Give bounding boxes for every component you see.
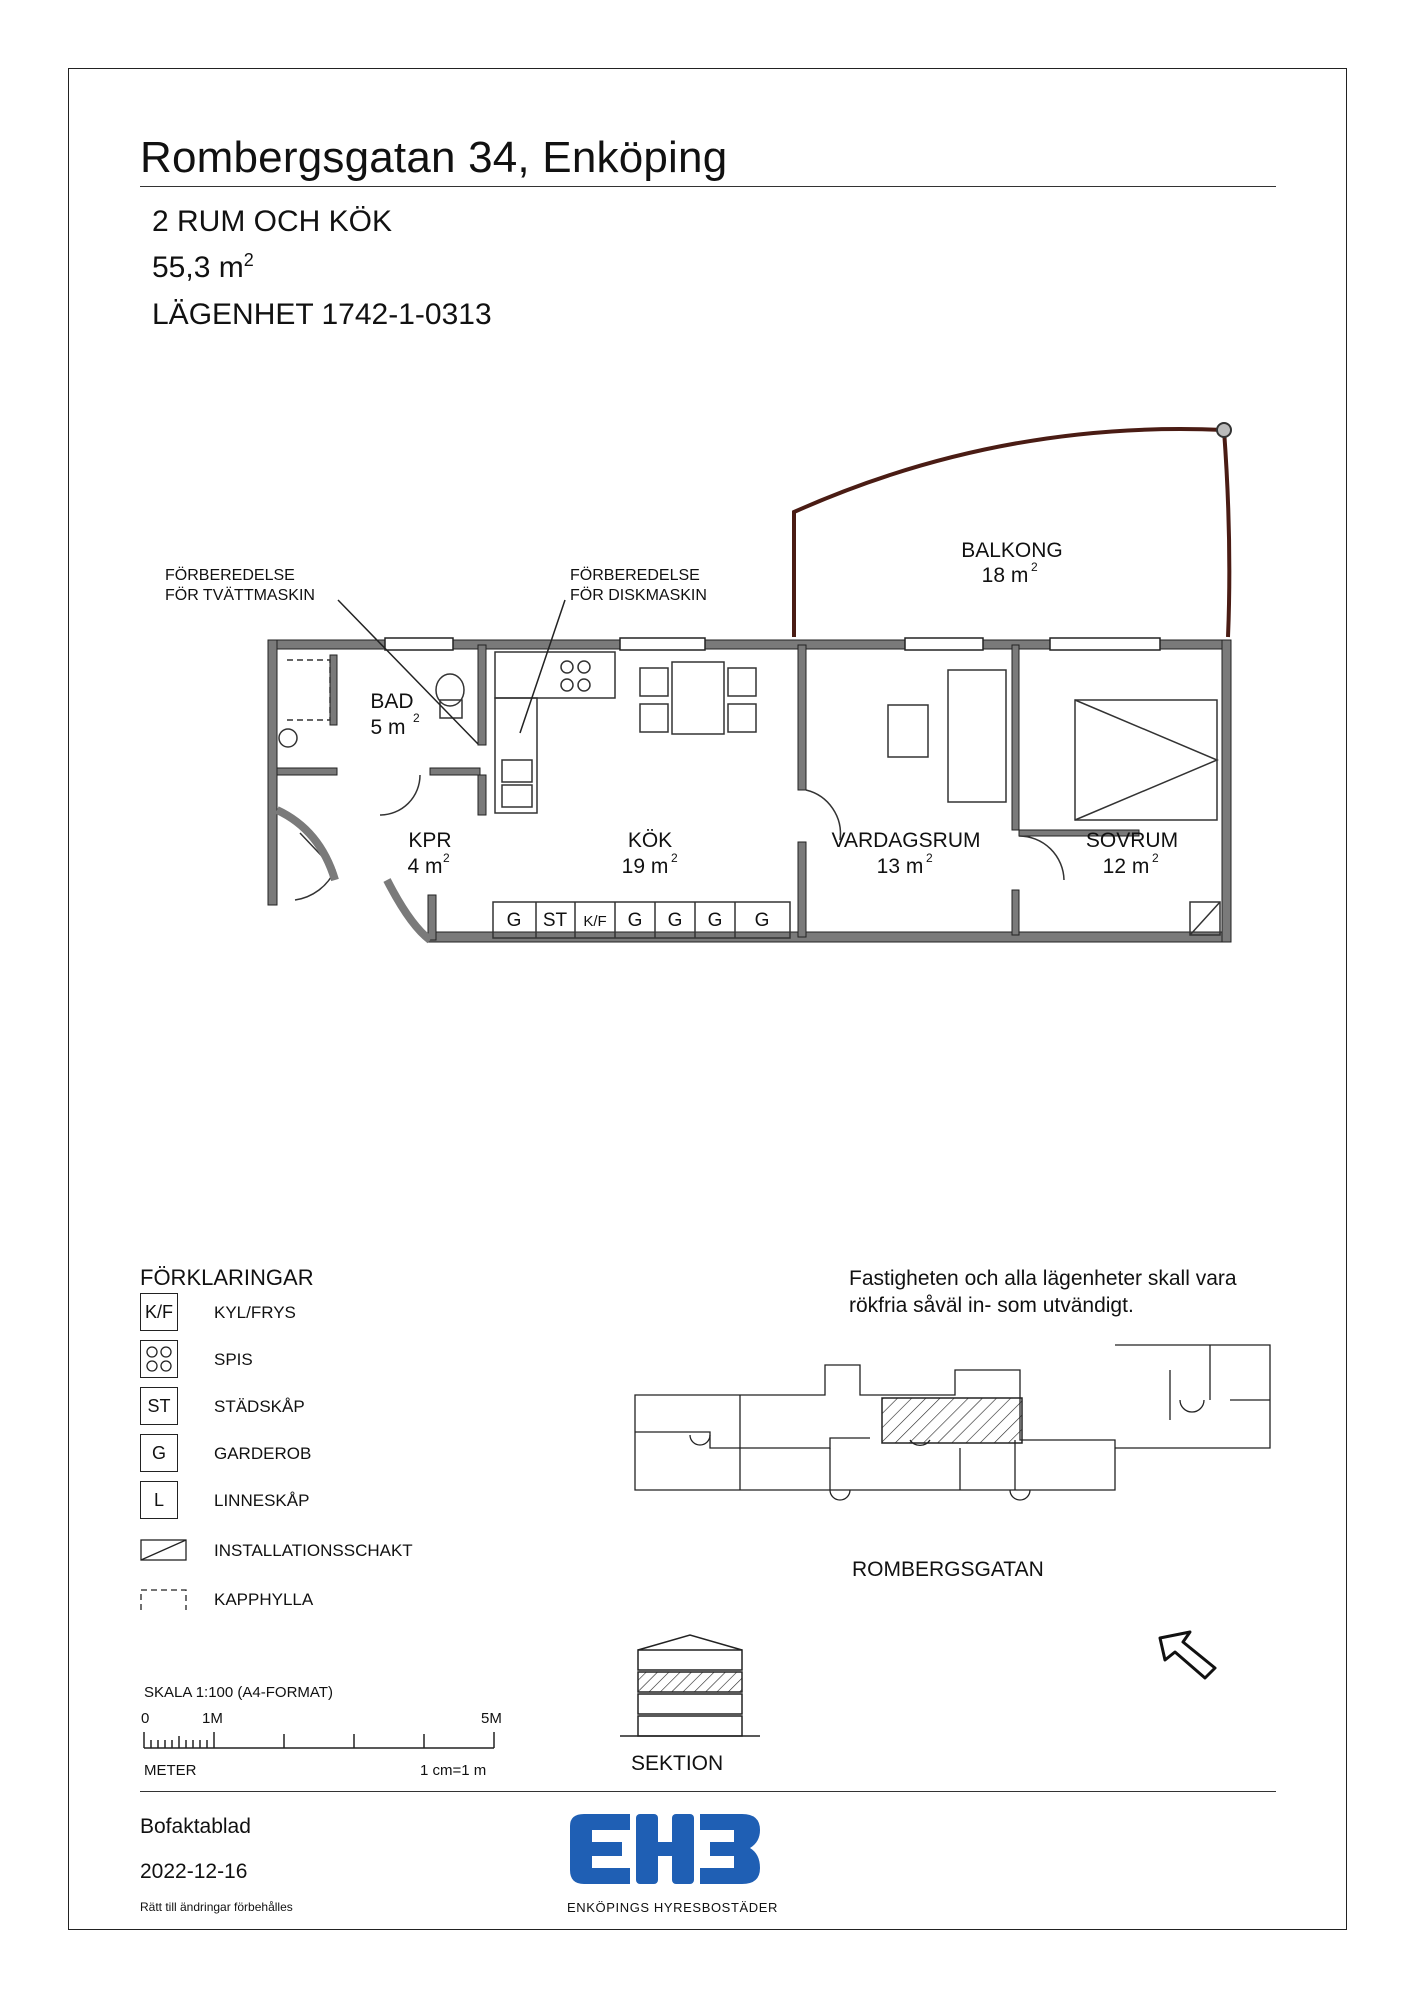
document-date: 2022-12-16 [140, 1860, 248, 1883]
street-name: ROMBERGSGATAN [852, 1558, 1044, 1581]
scale-label: SKALA 1:100 (A4-FORMAT) [144, 1684, 333, 1701]
footer-rule [140, 1791, 1276, 1792]
scale-tick-0: 0 [141, 1710, 150, 1727]
note-tvatt-line2: FÖR TVÄTTMASKIN [165, 587, 315, 604]
legend-label-kylfrys: KYL/FRYS [214, 1303, 296, 1322]
sup-kpr: 2 [443, 851, 450, 865]
cabinet-g-2: G [627, 910, 643, 931]
area-exponent: 2 [243, 250, 254, 270]
note-tvatt-line1: FÖRBEREDELSE [165, 567, 295, 584]
legend-label-schakt: INSTALLATIONSSCHAKT [214, 1541, 413, 1560]
apartment-number: LÄGENHET 1742-1-0313 [152, 298, 492, 331]
legend-label-linneskap: LINNESKÅP [214, 1491, 310, 1510]
smoke-free-note: Fastigheten och alla lägenheter skall vara rökfria såväl in- som utvändigt. [849, 1267, 1237, 1317]
area-value: 55,3 m [152, 251, 244, 284]
shaft-icon [140, 1537, 188, 1563]
sup-kok: 2 [671, 851, 678, 865]
legend-title: FÖRKLARINGAR [140, 1265, 314, 1290]
room-name-balkong: BALKONG [961, 539, 1063, 562]
note-disk-line2: FÖR DISKMASKIN [570, 587, 707, 604]
scale-unit: METER [144, 1762, 197, 1779]
legend-label-garderob: GARDEROB [214, 1444, 312, 1463]
section-diagram [620, 1630, 760, 1745]
scale-bar [140, 1730, 510, 1752]
legend-label-spis: SPIS [214, 1350, 253, 1369]
sup-sovrum: 2 [1152, 851, 1159, 865]
page-title: Rombergsgatan 34, Enköping [140, 133, 728, 182]
legend-code-kf: K/F [140, 1293, 178, 1331]
sup-vardagsrum: 2 [926, 851, 933, 865]
scale-tick-5m: 5M [481, 1710, 502, 1727]
document-type: Bofaktablad [140, 1815, 251, 1838]
room-name-kok: KÖK [627, 829, 673, 852]
legend-label-kapphylla: KAPPHYLLA [214, 1590, 314, 1609]
cabinet-g-4: G [707, 910, 723, 931]
cabinet-st: ST [542, 910, 568, 931]
room-name-vardagsrum: VARDAGSRUM [831, 829, 981, 852]
room-area-kpr: 4 m [407, 855, 443, 878]
coat-shelf-icon [140, 1588, 188, 1612]
room-name-sovrum: SOVRUM [1085, 829, 1179, 852]
scale-tick-1m: 1M [202, 1710, 223, 1727]
legend-code-st: ST [140, 1387, 178, 1425]
room-area-sovrum: 12 m [1102, 855, 1150, 878]
ehb-logo [560, 1806, 770, 1891]
legend-code-l: L [140, 1481, 178, 1519]
room-count: 2 RUM OCH KÖK [152, 205, 393, 238]
room-area-bad: 5 m [370, 716, 406, 739]
sup-bad: 2 [413, 711, 420, 725]
note-disk-line1: FÖRBEREDELSE [570, 567, 700, 584]
disclaimer: Rätt till ändringar förbehålles [140, 1900, 293, 1914]
site-plan [630, 1340, 1280, 1540]
balcony [794, 423, 1231, 637]
stove-icon [140, 1340, 178, 1378]
room-area-balkong: 18 m [981, 564, 1029, 587]
interior-fixtures [277, 600, 1220, 940]
room-name-bad: BAD [370, 690, 414, 713]
outer-walls [268, 640, 1231, 942]
room-name-kpr: KPR [408, 829, 452, 852]
north-arrow-icon [1155, 1630, 1225, 1690]
cabinet-kf: K/F [583, 913, 607, 930]
cabinet-g-3: G [667, 910, 683, 931]
cabinet-g-5: G [754, 910, 770, 931]
sup-balkong: 2 [1031, 560, 1038, 574]
room-area-vardagsrum: 13 m [876, 855, 924, 878]
scale-ratio: 1 cm=1 m [420, 1762, 487, 1779]
cabinet-g-1: G [506, 910, 522, 931]
legend-label-stadskap: STÄDSKÅP [214, 1397, 305, 1416]
company-name: ENKÖPINGS HYRESBOSTÄDER [567, 1900, 779, 1915]
room-area-kok: 19 m [621, 855, 669, 878]
legend-code-g: G [140, 1434, 178, 1472]
section-label: SEKTION [631, 1752, 724, 1775]
